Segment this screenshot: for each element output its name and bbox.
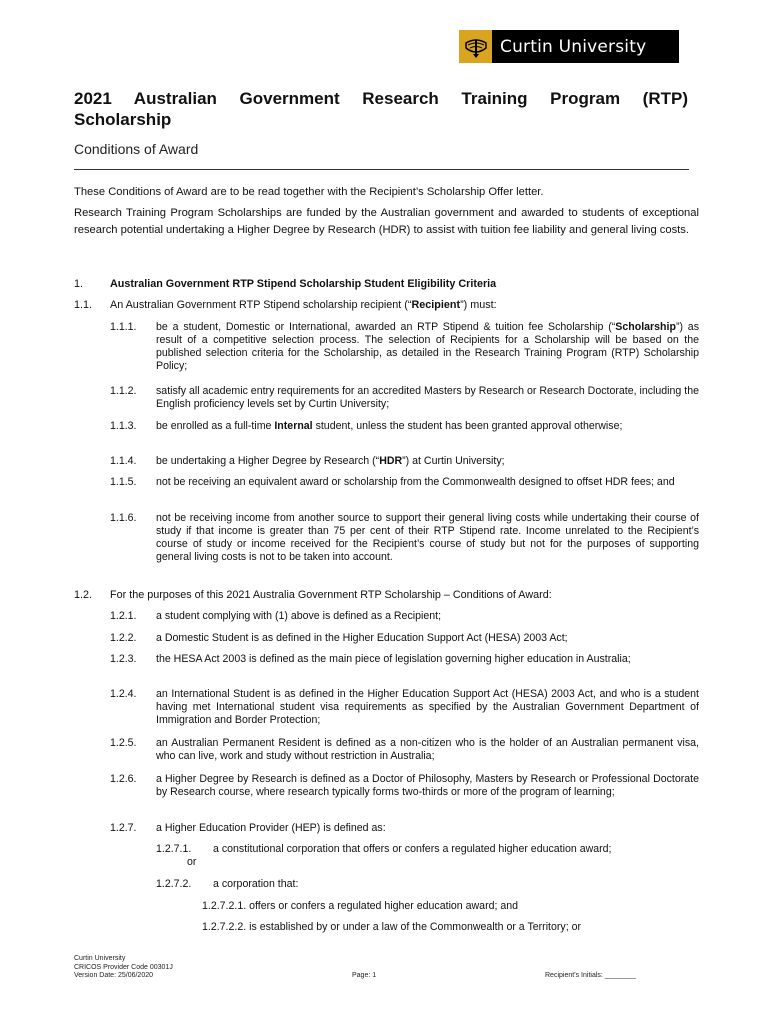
clause-number: 1.1.4. bbox=[110, 455, 137, 467]
intro-paragraph-1: These Conditions of Award are to be read together with the Recipient’s Scholarship Offer letter. bbox=[74, 186, 544, 198]
crest-icon bbox=[459, 30, 492, 63]
clause-number: 1.1.3. bbox=[110, 420, 137, 432]
logo-text: Curtin University bbox=[500, 36, 647, 57]
clause-text: satisfy all academic entry requirements for an accredited Masters by Research or Research Doctorate, including the English proficiency levels set by Curtin University; bbox=[156, 385, 699, 410]
clause-text: the HESA Act 2003 is defined as the main piece of legislation governing higher education in Australia; bbox=[156, 653, 631, 665]
document-title bbox=[74, 88, 688, 130]
clause-text: a corporation that: bbox=[213, 878, 299, 890]
clause-text: be enrolled as a full-time Internal student, unless the student has been granted approval otherwise; bbox=[156, 420, 623, 432]
divider bbox=[74, 169, 689, 170]
clause-text: a student complying with (1) above is defined as a Recipient; bbox=[156, 610, 442, 622]
section-heading-text: Australian Government RTP Stipend Scholarship Student Eligibility Criteria bbox=[110, 278, 497, 290]
footer-version-date: Version Date: 25/06/2020 bbox=[74, 972, 154, 979]
clause-text: not be receiving an equivalent award or scholarship from the Commonwealth designed to offset HDR fees; and bbox=[156, 476, 675, 488]
clause-number: 1.1.5. bbox=[110, 476, 137, 488]
clause-number: 1.2.5. bbox=[110, 737, 137, 749]
clause-text: a constitutional corporation that offers or confers a regulated higher education award; bbox=[213, 843, 612, 855]
clause-number: 1.2.4. bbox=[110, 688, 137, 700]
clause-text: For the purposes of this 2021 Australia Government RTP Scholarship – Conditions of Award: bbox=[110, 589, 552, 601]
clause-text: a Domestic Student is as defined in the Higher Education Support Act (HESA) 2003 Act; bbox=[156, 632, 568, 644]
section-number: 1. bbox=[74, 278, 84, 290]
clause-or: or bbox=[187, 856, 197, 868]
footer-page-number: Page: 1 bbox=[352, 972, 377, 979]
footer-line-1: Curtin University bbox=[74, 955, 126, 962]
footer-recipient-initials: Recipient’s Initials: ________ bbox=[545, 972, 636, 979]
clause-number: 1.2.6. bbox=[110, 773, 137, 785]
clause-text: a Higher Degree by Research is defined as a Doctor of Philosophy, Masters by Research or Professional Doctorate by Research course, where research typically forms two-thirds or more of the program of learning; bbox=[156, 773, 699, 798]
clause-1-2-7-2-1: 1.2.7.2.1. offers or confers a regulated higher education award; and bbox=[202, 900, 519, 912]
clause-number: 1.2.2. bbox=[110, 632, 137, 644]
curtin-logo bbox=[459, 30, 679, 63]
clause-text: an International Student is as defined in the Higher Education Support Act (HESA) 2003 Act, and who is a student having met International student visa requirements as specified by the Australian Government Department of Immigration and Border Protection; bbox=[156, 688, 699, 726]
title-line-2: Scholarship bbox=[74, 110, 172, 129]
footer-institution bbox=[74, 955, 173, 981]
clause-number: 1.2.1. bbox=[110, 610, 137, 622]
document-subtitle: Conditions of Award bbox=[74, 141, 199, 157]
clause-number: 1.1.2. bbox=[110, 385, 137, 397]
clause-number: 1.2.7. bbox=[110, 822, 137, 834]
clause-number: 1.2.7.2. bbox=[156, 878, 192, 890]
clause-number: 1.1.1. bbox=[110, 321, 137, 333]
clause-text: An Australian Government RTP Stipend scholarship recipient (“Recipient”) must: bbox=[110, 299, 497, 311]
clause-1-2-7-2-2: 1.2.7.2.2. is established by or under a law of the Commonwealth or a Territory; or bbox=[202, 921, 582, 933]
intro-paragraph-2: Research Training Program Scholarships are funded by the Australian government and awarded to students of exceptional research potential undertaking a Higher Degree by Research (HDR) to assist with tuition fee liability and general living costs. bbox=[74, 207, 699, 236]
clause-number: 1.1.6. bbox=[110, 512, 137, 524]
clause-text: not be receiving income from another source to support their general living costs while undertaking their course of study if that income is greater than 75 per cent of their RTP Stipend rate. Income unrelated to the Recipient’s course of study or income received for the Recipient’s course of study but not for the purposes of supporting general living costs is not to be taken into account. bbox=[156, 512, 699, 563]
title-line-1: 2021 Australian Government Research Training Program (RTP) bbox=[74, 89, 688, 108]
clause-number: 1.2.3. bbox=[110, 653, 137, 665]
clause-number: 1.2. bbox=[74, 589, 93, 601]
clause-number: 1.2.7.1. bbox=[156, 843, 192, 855]
clause-text: a Higher Education Provider (HEP) is defined as: bbox=[156, 822, 386, 834]
clause-text: be a student, Domestic or International, awarded an RTP Stipend & tuition fee Scholarship (“Scholarship”) as result of a competitive selection process. The selection of Recipients for a Scholarship will be based on the published selection criteria for the Scholarship, as detailed in the Research Training Program (RTP) Scholarship Policy; bbox=[156, 321, 700, 372]
clause-text: be undertaking a Higher Degree by Research (“HDR”) at Curtin University; bbox=[156, 455, 505, 467]
footer-cricos: CRICOS Provider Code 00301J bbox=[74, 963, 173, 971]
clause-text: an Australian Permanent Resident is defined as a non-citizen who is the holder of an Australian permanent visa, who can live, work and study without restriction in Australia; bbox=[156, 737, 699, 762]
clause-number: 1.1. bbox=[74, 299, 93, 311]
